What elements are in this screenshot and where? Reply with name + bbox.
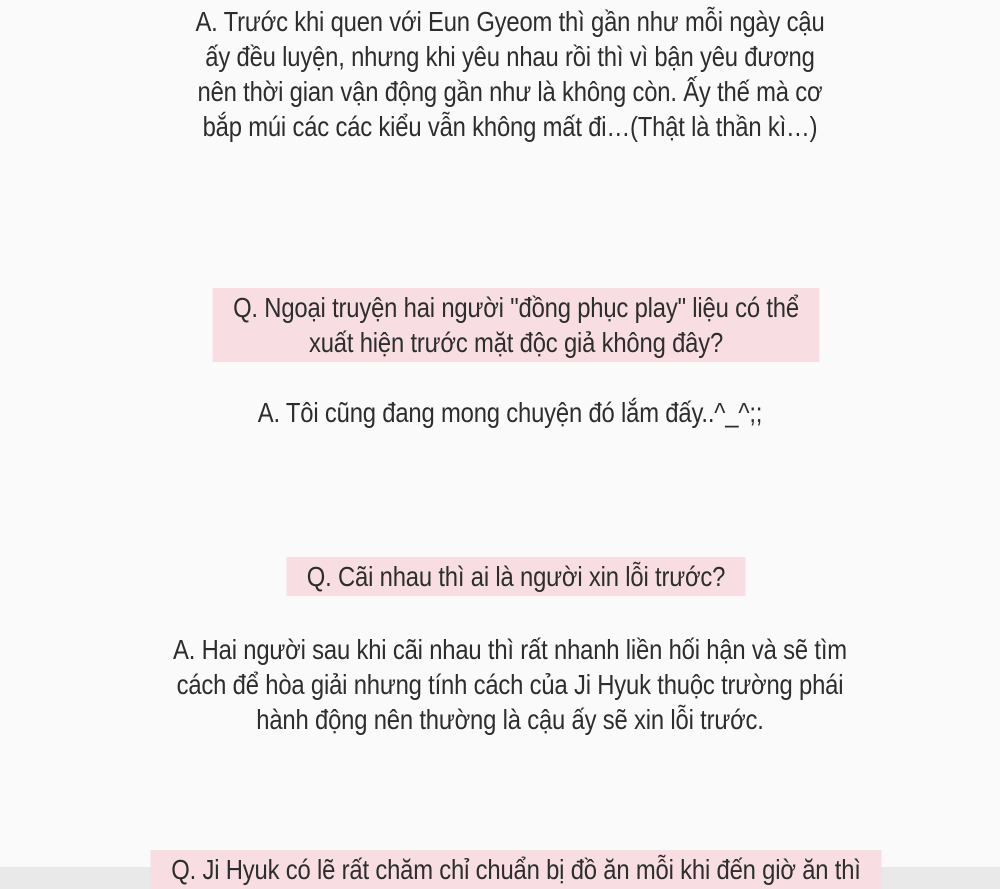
question-block-2: [91, 557, 941, 596]
question-block-3-clipped: [91, 850, 941, 889]
answer-text-line: ấy đều luyện, nhưng khi yêu nhau rồi thì vì bận yêu đương: [205, 41, 815, 72]
answer-text-line: cách để hòa giải nhưng tính cách của Ji Hyuk thuộc trường phái: [176, 669, 844, 700]
answer-block-3: [85, 632, 935, 737]
answer-block-2: [85, 395, 935, 430]
answer-text-line: hành động nên thường là cậu ấy sẽ xin lỗi trước.: [256, 704, 764, 735]
question-text-line: Q. Ji Hyuk có lẽ rất chăm chỉ chuẩn bị đồ ăn mỗi khi đến giờ ăn thì: [171, 854, 861, 885]
answer-text-line: A. Hai người sau khi cãi nhau thì rất nhanh liền hối hận và sẽ tìm: [173, 634, 847, 665]
answer-text-line: nên thời gian vận động gần như là không còn. Ấy thế mà cơ: [197, 76, 823, 107]
answer-text-line: bắp múi các các kiểu vẫn không mất đi…(Thật là thần kì…): [202, 111, 818, 142]
question-highlight-box: [213, 288, 820, 362]
answer-block-1: [85, 4, 935, 144]
question-text-line: Q. Cãi nhau thì ai là người xin lỗi trước?: [306, 561, 726, 592]
question-block-1: [91, 288, 941, 362]
question-highlight-box: [151, 850, 881, 889]
question-text-line: xuất hiện trước mặt độc giả không đây?: [308, 327, 724, 358]
question-highlight-box: [286, 557, 745, 596]
answer-text-line: A. Tôi cũng đang mong chuyện đó lắm đấy..^_^;;: [257, 397, 763, 428]
answer-text-line: A. Trước khi quen với Eun Gyeom thì gần như mỗi ngày cậu: [195, 6, 825, 37]
question-text-line: Q. Ngoại truyện hai người "đồng phục play" liệu có thể: [233, 292, 799, 323]
